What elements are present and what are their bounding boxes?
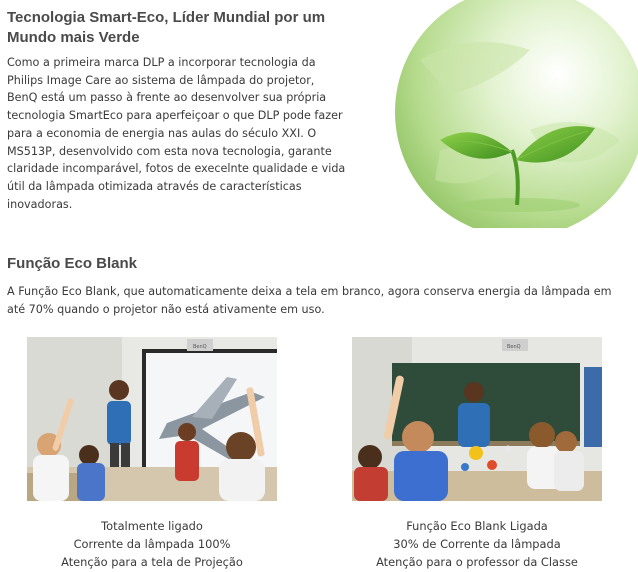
classroom-photo-eco-blank [352,337,602,501]
projector-brand-label: BenQ [193,344,207,350]
caption-line: 30% de Corrente da lâmpada [393,537,561,551]
caption-line: Função Eco Blank Ligada [406,519,548,533]
projector-brand-label: BenQ [507,344,521,350]
caption-line: Corrente da lâmpada 100% [73,537,231,551]
globe-sprout-image [380,0,638,228]
caption-line: Atenção para o professor da Classe [376,555,578,569]
section-text-eco-blank: A Função Eco Blank, que automaticamente deixa a tela em branco, agora conserva energia da lâmpada em até 70% quando o projetor não está ativamente em uso. [7,285,612,316]
section-title-smart-eco: Tecnologia Smart-Eco, Líder Mundial por um Mundo mais Verde [7,9,326,46]
photo-caption-full-power [27,517,277,571]
photo-caption-eco-blank [352,517,602,571]
caption-line: Totalmente ligado [101,519,203,533]
section-title-eco-blank: Função Eco Blank [7,255,138,272]
classroom-photo-full-power [27,337,277,501]
caption-line: Atenção para a tela de Projeção [61,555,243,569]
section-text-smart-eco: Como a primeira marca DLP a incorporar tecnologia da Philips Image Care ao sistema de lâmpada do projetor, BenQ está um passo à frente ao desenvolver sua própria tecnologia SmartEco para aperfeiçoar o que DLP pode fazer para a economia de energia nas aulas do século XXI. O MS513P, desenvolvido com esta nova tecnologia, garante claridade incomparável, fotos de execelnte qualidade e vida útil da lâmpada otimizada através de características inovadoras. [7,56,346,211]
